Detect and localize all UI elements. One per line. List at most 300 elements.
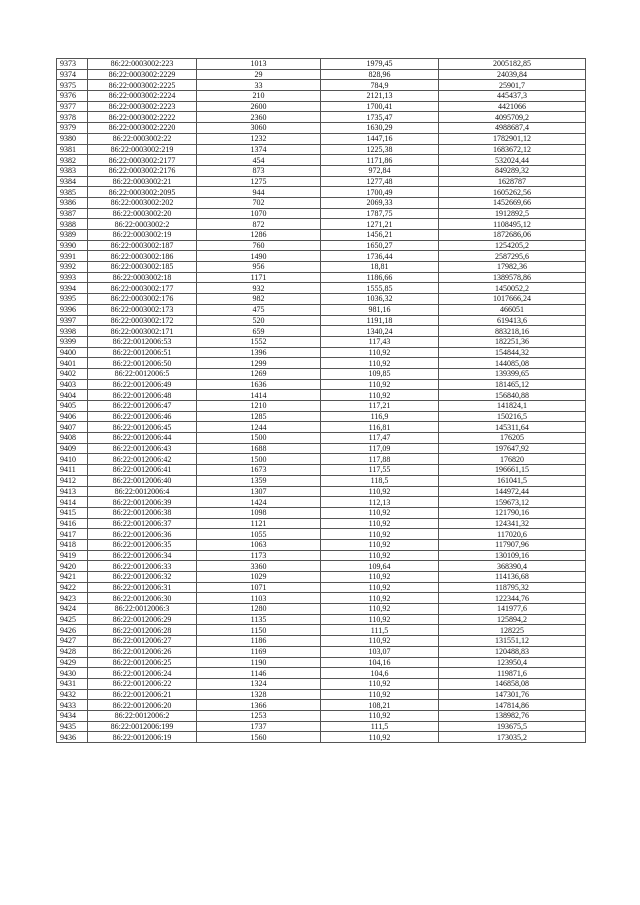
row-number-cell: 9434 [57, 710, 88, 721]
table-row [57, 668, 586, 679]
area-cell: 1070 [197, 208, 321, 219]
cadastral-value-cell: 2005182,85 [439, 59, 586, 70]
row-number-cell: 9374 [57, 69, 88, 80]
unit-value-cell: 981,16 [321, 304, 439, 315]
table-row [57, 379, 586, 390]
cadastral-value-cell: 120488,83 [439, 646, 586, 657]
unit-value-cell: 117,09 [321, 443, 439, 454]
unit-value-cell: 1277,48 [321, 176, 439, 187]
unit-value-cell: 1225,38 [321, 144, 439, 155]
table-row [57, 561, 586, 572]
row-number-cell: 9393 [57, 272, 88, 283]
table-row [57, 710, 586, 721]
area-cell: 29 [197, 69, 321, 80]
cadastral-value-cell: 130109,16 [439, 550, 586, 561]
cadastral-value-cell: 1782901,12 [439, 133, 586, 144]
table-row [57, 315, 586, 326]
table-row [57, 678, 586, 689]
row-number-cell: 9405 [57, 401, 88, 412]
cadastral-value-cell: 193675,5 [439, 721, 586, 732]
row-number-cell: 9375 [57, 80, 88, 91]
table-row [57, 604, 586, 615]
row-number-cell: 9373 [57, 59, 88, 70]
table-row [57, 144, 586, 155]
cadastral-number-cell: 86:22:0012006:40 [88, 475, 197, 486]
cadastral-number-cell: 86:22:0003002:20 [88, 208, 197, 219]
unit-value-cell: 110,92 [321, 582, 439, 593]
row-number-cell: 9389 [57, 230, 88, 241]
area-cell: 3360 [197, 561, 321, 572]
area-cell: 2600 [197, 101, 321, 112]
cadastral-number-cell: 86:22:0003002:2176 [88, 165, 197, 176]
table-row [57, 133, 586, 144]
area-cell: 1253 [197, 710, 321, 721]
area-cell: 944 [197, 187, 321, 198]
area-cell: 475 [197, 304, 321, 315]
area-cell: 1424 [197, 497, 321, 508]
table-row [57, 465, 586, 476]
cadastral-value-cell: 141977,6 [439, 604, 586, 615]
cadastral-number-cell: 86:22:0003002:2220 [88, 123, 197, 134]
table-row [57, 518, 586, 529]
unit-value-cell: 1735,47 [321, 112, 439, 123]
area-cell: 1063 [197, 539, 321, 550]
cadastral-value-cell: 1452669,66 [439, 197, 586, 208]
table-row [57, 443, 586, 454]
row-number-cell: 9380 [57, 133, 88, 144]
table-row [57, 572, 586, 583]
unit-value-cell: 110,92 [321, 636, 439, 647]
cadastral-number-cell: 86:22:0003002:2095 [88, 187, 197, 198]
row-number-cell: 9382 [57, 155, 88, 166]
row-number-cell: 9395 [57, 294, 88, 305]
row-number-cell: 9391 [57, 251, 88, 262]
row-number-cell: 9404 [57, 390, 88, 401]
area-cell: 1500 [197, 454, 321, 465]
unit-value-cell: 110,92 [321, 539, 439, 550]
row-number-cell: 9432 [57, 689, 88, 700]
cadastral-value-cell: 182251,36 [439, 336, 586, 347]
cadastral-value-cell: 1872686,06 [439, 230, 586, 241]
cadastral-number-cell: 86:22:0003002:2222 [88, 112, 197, 123]
cadastral-number-cell: 86:22:0012006:34 [88, 550, 197, 561]
area-cell: 1244 [197, 422, 321, 433]
cadastral-number-cell: 86:22:0003002:187 [88, 240, 197, 251]
area-cell: 1210 [197, 401, 321, 412]
area-cell: 1146 [197, 668, 321, 679]
cadastral-number-cell: 86:22:0012006:47 [88, 401, 197, 412]
row-number-cell: 9422 [57, 582, 88, 593]
area-cell: 1366 [197, 700, 321, 711]
row-number-cell: 9431 [57, 678, 88, 689]
cadastral-number-cell: 86:22:0003002:21 [88, 176, 197, 187]
unit-value-cell: 1036,32 [321, 294, 439, 305]
unit-value-cell: 118,5 [321, 475, 439, 486]
table-row [57, 368, 586, 379]
row-number-cell: 9398 [57, 326, 88, 337]
unit-value-cell: 111,5 [321, 625, 439, 636]
cadastral-number-cell: 86:22:0012006:35 [88, 539, 197, 550]
area-cell: 1190 [197, 657, 321, 668]
row-number-cell: 9417 [57, 529, 88, 540]
cadastral-value-cell: 1017666,24 [439, 294, 586, 305]
cadastral-value-cell: 445437,3 [439, 91, 586, 102]
unit-value-cell: 1787,75 [321, 208, 439, 219]
unit-value-cell: 1555,85 [321, 283, 439, 294]
area-cell: 33 [197, 80, 321, 91]
cadastral-number-cell: 86:22:0012006:3 [88, 604, 197, 615]
table-row [57, 358, 586, 369]
table-row [57, 721, 586, 732]
unit-value-cell: 103,07 [321, 646, 439, 657]
table-row [57, 475, 586, 486]
table-row [57, 123, 586, 134]
row-number-cell: 9418 [57, 539, 88, 550]
area-cell: 1186 [197, 636, 321, 647]
table-row [57, 732, 586, 743]
area-cell: 1269 [197, 368, 321, 379]
cadastral-value-cell: 125894,2 [439, 614, 586, 625]
unit-value-cell: 109,85 [321, 368, 439, 379]
area-cell: 1173 [197, 550, 321, 561]
cadastral-value-cell: 150216,5 [439, 411, 586, 422]
cadastral-value-cell: 4095709,2 [439, 112, 586, 123]
unit-value-cell: 110,92 [321, 732, 439, 743]
cadastral-number-cell: 86:22:0012006:24 [88, 668, 197, 679]
cadastral-number-cell: 86:22:0003002:2177 [88, 155, 197, 166]
cadastral-number-cell: 86:22:0012006:32 [88, 572, 197, 583]
unit-value-cell: 117,21 [321, 401, 439, 412]
row-number-cell: 9414 [57, 497, 88, 508]
area-cell: 1285 [197, 411, 321, 422]
row-number-cell: 9435 [57, 721, 88, 732]
row-number-cell: 9399 [57, 336, 88, 347]
table-row [57, 529, 586, 540]
area-cell: 872 [197, 219, 321, 230]
table-row [57, 689, 586, 700]
cadastral-value-cell: 159673,12 [439, 497, 586, 508]
unit-value-cell: 2069,33 [321, 197, 439, 208]
unit-value-cell: 110,92 [321, 614, 439, 625]
cadastral-number-cell: 86:22:0003002:171 [88, 326, 197, 337]
cadastral-number-cell: 86:22:0012006:51 [88, 347, 197, 358]
cadastral-value-cell: 181465,12 [439, 379, 586, 390]
cadastral-number-cell: 86:22:0012006:5 [88, 368, 197, 379]
cadastral-value-cell: 144972,44 [439, 486, 586, 497]
cadastral-value-cell: 197647,92 [439, 443, 586, 454]
row-number-cell: 9385 [57, 187, 88, 198]
unit-value-cell: 2121,13 [321, 91, 439, 102]
cadastral-value-cell: 173035,2 [439, 732, 586, 743]
cadastral-number-cell: 86:22:0003002:18 [88, 272, 197, 283]
cadastral-value-cell: 24039,84 [439, 69, 586, 80]
table-row [57, 646, 586, 657]
cadastral-number-cell: 86:22:0003002:219 [88, 144, 197, 155]
cadastral-value-cell: 124341,32 [439, 518, 586, 529]
cadastral-number-cell: 86:22:0012006:36 [88, 529, 197, 540]
cadastral-value-cell: 147301,76 [439, 689, 586, 700]
area-cell: 956 [197, 262, 321, 273]
cadastral-number-cell: 86:22:0012006:41 [88, 465, 197, 476]
area-cell: 1286 [197, 230, 321, 241]
unit-value-cell: 972,84 [321, 165, 439, 176]
unit-value-cell: 112,13 [321, 497, 439, 508]
area-cell: 454 [197, 155, 321, 166]
cadastral-value-cell: 161041,5 [439, 475, 586, 486]
cadastral-value-cell: 119871,6 [439, 668, 586, 679]
unit-value-cell: 108,21 [321, 700, 439, 711]
table-row [57, 262, 586, 273]
row-number-cell: 9409 [57, 443, 88, 454]
area-cell: 1307 [197, 486, 321, 497]
area-cell: 982 [197, 294, 321, 305]
row-number-cell: 9427 [57, 636, 88, 647]
unit-value-cell: 110,92 [321, 710, 439, 721]
row-number-cell: 9400 [57, 347, 88, 358]
area-cell: 1013 [197, 59, 321, 70]
area-cell: 702 [197, 197, 321, 208]
area-cell: 1299 [197, 358, 321, 369]
unit-value-cell: 1630,29 [321, 123, 439, 134]
unit-value-cell: 110,92 [321, 550, 439, 561]
table-body [57, 59, 586, 743]
table-row [57, 272, 586, 283]
area-cell: 1490 [197, 251, 321, 262]
cadastral-value-cell: 154844,32 [439, 347, 586, 358]
area-cell: 1135 [197, 614, 321, 625]
cadastral-number-cell: 86:22:0012006:45 [88, 422, 197, 433]
table-row [57, 208, 586, 219]
table-row [57, 155, 586, 166]
unit-value-cell: 117,43 [321, 336, 439, 347]
cadastral-value-cell: 4421066 [439, 101, 586, 112]
row-number-cell: 9396 [57, 304, 88, 315]
cadastral-value-cell: 1912892,5 [439, 208, 586, 219]
table-row [57, 401, 586, 412]
cadastral-number-cell: 86:22:0012006:29 [88, 614, 197, 625]
table-row [57, 59, 586, 70]
cadastral-value-table [56, 58, 586, 743]
cadastral-value-cell: 121790,16 [439, 507, 586, 518]
unit-value-cell: 104,16 [321, 657, 439, 668]
cadastral-number-cell: 86:22:0012006:50 [88, 358, 197, 369]
cadastral-value-cell: 128225 [439, 625, 586, 636]
cadastral-number-cell: 86:22:0012006:27 [88, 636, 197, 647]
unit-value-cell: 117,55 [321, 465, 439, 476]
unit-value-cell: 1447,16 [321, 133, 439, 144]
table-row [57, 251, 586, 262]
area-cell: 2360 [197, 112, 321, 123]
table-row [57, 625, 586, 636]
cadastral-number-cell: 86:22:0012006:53 [88, 336, 197, 347]
table-row [57, 91, 586, 102]
unit-value-cell: 784,9 [321, 80, 439, 91]
cadastral-number-cell: 86:22:0003002:2229 [88, 69, 197, 80]
cadastral-value-cell: 114136,68 [439, 572, 586, 583]
cadastral-number-cell: 86:22:0003002:223 [88, 59, 197, 70]
cadastral-number-cell: 86:22:0012006:46 [88, 411, 197, 422]
cadastral-number-cell: 86:22:0003002:173 [88, 304, 197, 315]
area-cell: 1103 [197, 593, 321, 604]
unit-value-cell: 110,92 [321, 529, 439, 540]
row-number-cell: 9384 [57, 176, 88, 187]
area-cell: 1324 [197, 678, 321, 689]
cadastral-number-cell: 86:22:0003002:2223 [88, 101, 197, 112]
table-row [57, 112, 586, 123]
table-row [57, 454, 586, 465]
table-row [57, 240, 586, 251]
cadastral-value-cell: 1389578,86 [439, 272, 586, 283]
cadastral-value-cell: 176820 [439, 454, 586, 465]
unit-value-cell: 109,64 [321, 561, 439, 572]
unit-value-cell: 1271,21 [321, 219, 439, 230]
row-number-cell: 9386 [57, 197, 88, 208]
cadastral-value-cell: 196661,15 [439, 465, 586, 476]
table-row [57, 165, 586, 176]
area-cell: 1552 [197, 336, 321, 347]
unit-value-cell: 110,92 [321, 390, 439, 401]
cadastral-number-cell: 86:22:0012006:38 [88, 507, 197, 518]
table-row [57, 336, 586, 347]
row-number-cell: 9407 [57, 422, 88, 433]
row-number-cell: 9430 [57, 668, 88, 679]
table-row [57, 593, 586, 604]
unit-value-cell: 110,92 [321, 572, 439, 583]
row-number-cell: 9392 [57, 262, 88, 273]
row-number-cell: 9425 [57, 614, 88, 625]
cadastral-number-cell: 86:22:0012006:2 [88, 710, 197, 721]
unit-value-cell: 116,81 [321, 422, 439, 433]
cadastral-number-cell: 86:22:0012006:199 [88, 721, 197, 732]
cadastral-value-cell: 1683672,12 [439, 144, 586, 155]
cadastral-value-cell: 138982,76 [439, 710, 586, 721]
cadastral-number-cell: 86:22:0012006:42 [88, 454, 197, 465]
area-cell: 1029 [197, 572, 321, 583]
cadastral-number-cell: 86:22:0003002:172 [88, 315, 197, 326]
area-cell: 1280 [197, 604, 321, 615]
cadastral-number-cell: 86:22:0003002:176 [88, 294, 197, 305]
table-row [57, 304, 586, 315]
row-number-cell: 9429 [57, 657, 88, 668]
unit-value-cell: 18,81 [321, 262, 439, 273]
unit-value-cell: 110,92 [321, 486, 439, 497]
unit-value-cell: 1171,86 [321, 155, 439, 166]
table-row [57, 176, 586, 187]
row-number-cell: 9408 [57, 433, 88, 444]
table-row [57, 294, 586, 305]
table-row [57, 657, 586, 668]
unit-value-cell: 110,92 [321, 347, 439, 358]
area-cell: 932 [197, 283, 321, 294]
table-row [57, 390, 586, 401]
cadastral-value-cell: 532024,44 [439, 155, 586, 166]
table-row [57, 507, 586, 518]
unit-value-cell: 117,47 [321, 433, 439, 444]
cadastral-number-cell: 86:22:0012006:30 [88, 593, 197, 604]
table-row [57, 197, 586, 208]
unit-value-cell: 110,92 [321, 678, 439, 689]
cadastral-value-cell: 1450052,2 [439, 283, 586, 294]
cadastral-value-cell: 144085,08 [439, 358, 586, 369]
row-number-cell: 9379 [57, 123, 88, 134]
unit-value-cell: 1191,18 [321, 315, 439, 326]
row-number-cell: 9390 [57, 240, 88, 251]
cadastral-number-cell: 86:22:0012006:28 [88, 625, 197, 636]
unit-value-cell: 1340,24 [321, 326, 439, 337]
cadastral-value-cell: 139399,65 [439, 368, 586, 379]
cadastral-value-cell: 4988687,4 [439, 123, 586, 134]
cadastral-number-cell: 86:22:0003002:22 [88, 133, 197, 144]
area-cell: 659 [197, 326, 321, 337]
table-row [57, 497, 586, 508]
unit-value-cell: 110,92 [321, 689, 439, 700]
cadastral-number-cell: 86:22:0012006:31 [88, 582, 197, 593]
area-cell: 1171 [197, 272, 321, 283]
unit-value-cell: 1700,49 [321, 187, 439, 198]
cadastral-value-cell: 156840,88 [439, 390, 586, 401]
cadastral-number-cell: 86:22:0012006:25 [88, 657, 197, 668]
unit-value-cell: 1736,44 [321, 251, 439, 262]
unit-value-cell: 110,92 [321, 358, 439, 369]
area-cell: 1636 [197, 379, 321, 390]
row-number-cell: 9426 [57, 625, 88, 636]
cadastral-value-cell: 145311,64 [439, 422, 586, 433]
cadastral-number-cell: 86:22:0012006:43 [88, 443, 197, 454]
cadastral-number-cell: 86:22:0012006:22 [88, 678, 197, 689]
area-cell: 1673 [197, 465, 321, 476]
unit-value-cell: 111,5 [321, 721, 439, 732]
cadastral-value-cell: 1108495,12 [439, 219, 586, 230]
cadastral-number-cell: 86:22:0003002:2 [88, 219, 197, 230]
cadastral-number-cell: 86:22:0012006:33 [88, 561, 197, 572]
cadastral-number-cell: 86:22:0003002:186 [88, 251, 197, 262]
cadastral-number-cell: 86:22:0003002:202 [88, 197, 197, 208]
row-number-cell: 9377 [57, 101, 88, 112]
unit-value-cell: 110,92 [321, 379, 439, 390]
area-cell: 1737 [197, 721, 321, 732]
cadastral-number-cell: 86:22:0003002:2225 [88, 80, 197, 91]
cadastral-value-cell: 118795,32 [439, 582, 586, 593]
table-row [57, 539, 586, 550]
row-number-cell: 9403 [57, 379, 88, 390]
table-row [57, 326, 586, 337]
cadastral-value-cell: 117020,6 [439, 529, 586, 540]
cadastral-number-cell: 86:22:0012006:21 [88, 689, 197, 700]
cadastral-number-cell: 86:22:0012006:4 [88, 486, 197, 497]
unit-value-cell: 116,9 [321, 411, 439, 422]
unit-value-cell: 1650,27 [321, 240, 439, 251]
row-number-cell: 9410 [57, 454, 88, 465]
cadastral-number-cell: 86:22:0012006:44 [88, 433, 197, 444]
row-number-cell: 9406 [57, 411, 88, 422]
unit-value-cell: 1979,45 [321, 59, 439, 70]
row-number-cell: 9388 [57, 219, 88, 230]
cadastral-value-cell: 147814,86 [439, 700, 586, 711]
area-cell: 1359 [197, 475, 321, 486]
row-number-cell: 9378 [57, 112, 88, 123]
area-cell: 1098 [197, 507, 321, 518]
cadastral-number-cell: 86:22:0003002:177 [88, 283, 197, 294]
table-row [57, 69, 586, 80]
row-number-cell: 9415 [57, 507, 88, 518]
table-row [57, 433, 586, 444]
unit-value-cell: 1456,21 [321, 230, 439, 241]
cadastral-value-cell: 619413,6 [439, 315, 586, 326]
cadastral-value-cell: 849289,32 [439, 165, 586, 176]
cadastral-value-cell: 466051 [439, 304, 586, 315]
row-number-cell: 9402 [57, 368, 88, 379]
table-row [57, 700, 586, 711]
